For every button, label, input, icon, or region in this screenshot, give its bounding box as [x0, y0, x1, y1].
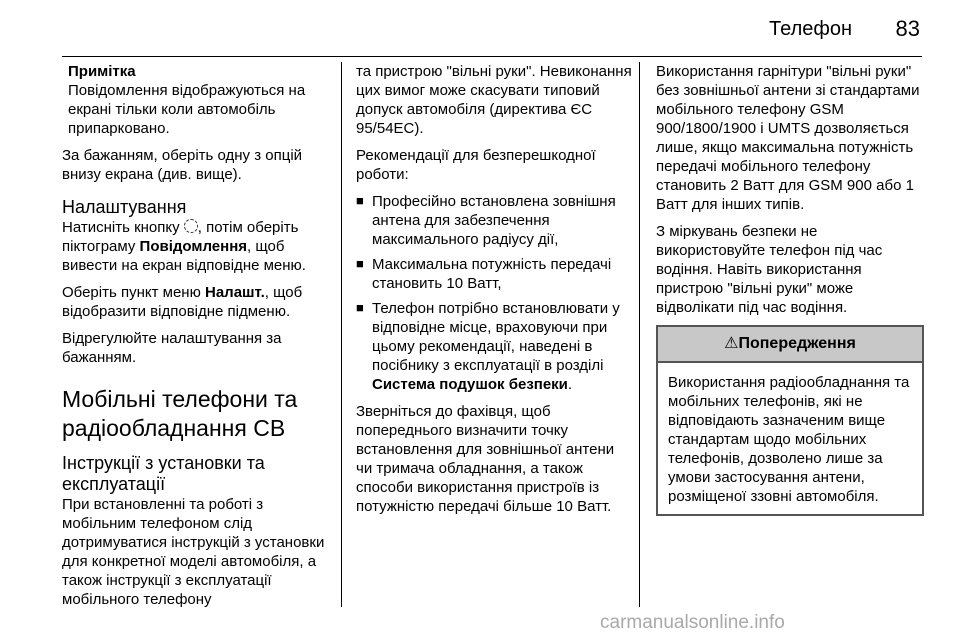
- list-item: ■ Максимальна потужність передачі становить 10 Ватт,: [356, 255, 632, 293]
- paragraph: Зверніться до фахівця, щоб попереднього визначити точку встановлення для зовнішньої антени чи тримача обладнання, а також способи використання пристроїв із потужністю передачі більше 10 Ватт.: [356, 403, 615, 515]
- paragraph: Рекомендації для безперешкодної роботи:: [356, 147, 596, 183]
- paragraph: Використання гарнітури "вільні руки" без зовнішньої антени зі стандартами мобільного телефону GSM 900/1800/1900 і UMTS дозволяється лише, якщо максимальна потужність передачі мобільного телефону становить 2 Ватт для GSM 900 або 1 Ватт для інших типів.: [656, 63, 920, 213]
- page-number: 83: [895, 16, 920, 41]
- column-1: [62, 62, 334, 617]
- column-3: [656, 62, 924, 516]
- paragraph: За бажанням, оберіть одну з опцій внизу екрана (див. вище).: [62, 147, 303, 183]
- running-header-title: Телефон: [769, 18, 852, 40]
- settings-paragraph-3: Відрегулюйте налаштування за бажанням.: [62, 330, 282, 366]
- column-2: [356, 62, 632, 524]
- note-title: Примітка: [68, 63, 136, 80]
- instructions-heading: Інструкції з установки та експлуатації: [62, 453, 265, 494]
- paragraph: З міркувань безпеки не використовуйте телефон під час водіння. Навіть використання пристрою "вільні руки" може відволікати під час водіння.: [656, 223, 883, 316]
- warning-text: Використання радіообладнання та мобільних телефонів, які не відповідають зазначеним вище стандартам щодо мобільних телефонів, дозволено лише за умови застосування антени, розміщеної ззовні автомобіля.: [668, 374, 910, 505]
- instructions-text: При встановленні та роботі з мобільним телефоном слід дотримуватися інструкцій з установки для конкретної моделі автомобіля, а також інструкції з експлуатації мобільного телефону: [62, 496, 325, 608]
- warning-box: [656, 325, 924, 516]
- list-item: ■ Телефон потрібно встановлювати у відповідне місце, враховуючи при цьому рекомендації, наведені в посібнику з експлуатації в розділі Система подушок безпеки.: [356, 299, 632, 394]
- column-divider-1: [341, 62, 342, 607]
- column-divider-2: [639, 62, 640, 607]
- settings-paragraph-2: Оберіть пункт меню Налашт., щоб відобразити відповідне підменю.: [62, 284, 303, 320]
- watermark: carmanualsonline.info: [600, 612, 785, 633]
- recommendations-list: [356, 192, 632, 394]
- settings-heading: Налаштування: [62, 197, 187, 217]
- paragraph: та пристрою "вільні руки". Невиконання цих вимог може скасувати типовий допуск автомобіля (директива ЄС 95/54ЕС).: [356, 63, 632, 137]
- section-heading: Мобільні телефони та радіообладнання СВ: [62, 386, 298, 441]
- settings-gear-icon: [184, 219, 198, 233]
- warning-title: Попередження: [738, 335, 856, 352]
- list-item: ■ Професійно встановлена зовнішня антена для забезпечення максимального радіусу дії,: [356, 192, 632, 249]
- header-divider: [62, 56, 922, 57]
- warning-header: [658, 327, 922, 363]
- warning-triangle-icon: ⚠: [724, 335, 739, 352]
- note-text: Повідомлення відображуються на екрані тільки коли автомобіль припарковано.: [68, 82, 306, 137]
- settings-paragraph-1: Натисніть кнопку , потім оберіть піктограму Повідомлення, щоб вивести на екран відповідне меню.: [62, 219, 306, 274]
